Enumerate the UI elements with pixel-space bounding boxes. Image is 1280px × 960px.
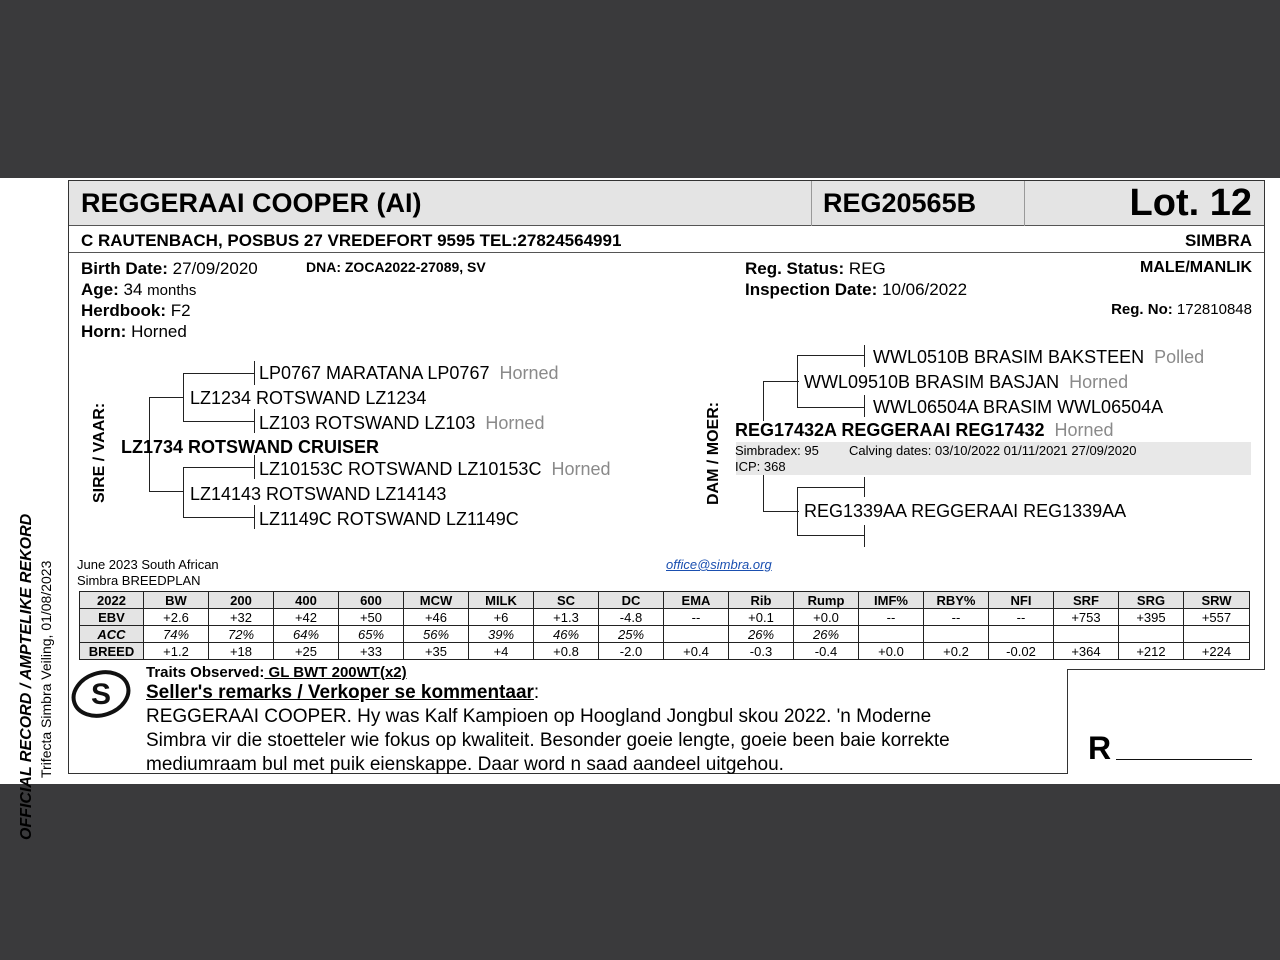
reg-status: Reg. Status: REG [745,259,886,278]
email-link[interactable]: office@simbra.org [666,557,772,572]
table-cell: 74% [144,626,209,643]
dam-sire: WWL09510B BRASIM BASJAN Horned [804,372,1129,392]
table-cell: 65% [339,626,404,643]
table-cell: +35 [404,643,469,660]
table-cell: +1.3 [534,609,599,626]
header-cell: SRW [1184,592,1250,609]
table-cell: -0.02 [989,643,1054,660]
logo-letter: S [90,678,112,711]
inspection-date: Inspection Date: 10/06/2022 [745,280,968,299]
record-sheet [0,178,1280,840]
table-cell: +1.2 [144,643,209,660]
table-cell: +0.8 [534,643,599,660]
simbradex: Simbradex: 95 [735,443,819,458]
header-cell: 200 [209,592,274,609]
table-cell: +224 [1184,643,1250,660]
table-cell: -- [924,609,989,626]
table-cell: -0.3 [729,643,794,660]
table-cell: +25 [274,643,339,660]
remarks-title: Seller's remarks / Verkoper se kommentaar: [146,682,540,703]
sire-sire-sire: LP0767 MARATANA LP0767 Horned [259,363,559,383]
sire-dam: LZ14143 ROTSWAND LZ14143 [190,484,447,504]
table-cell: -0.4 [794,643,859,660]
table-cell: +395 [1119,609,1184,626]
table-cell: +33 [339,643,404,660]
table-cell: 64% [274,626,339,643]
reg-number: Reg. No: 172810848 [1111,301,1252,318]
owner-bar [69,227,1264,253]
table-cell: -- [664,609,729,626]
header-cell: MCW [404,592,469,609]
official-record-label: OFFICIAL RECORD / AMPTELIKE REKORD [18,513,35,840]
table-cell: -4.8 [599,609,664,626]
row-label: ACC [80,626,144,643]
price-entry-line[interactable] [1116,759,1252,760]
table-cell: -- [859,609,924,626]
remarks-line3: mediumraam bul met puik eienskappe. Daar word n saad aandeel uitgehou. [146,754,784,775]
header-cell: DC [599,592,664,609]
table-cell: -2.0 [599,643,664,660]
table-cell: +42 [274,609,339,626]
header-cell: EMA [664,592,729,609]
title-bar [69,181,1264,226]
table-header-row [80,592,1250,609]
birth-date: Birth Date: 27/09/2020 [81,259,258,278]
sex-label: MALE/MANLIK [1140,259,1252,276]
table-cell: 46% [534,626,599,643]
sire-dam-dam: LZ1149C ROTSWAND LZ1149C [259,509,519,529]
sire-sire: LZ1234 ROTSWAND LZ1234 [190,388,427,408]
dam-name: REG17432A REGGERAAI REG17432 Horned [735,420,1114,440]
ebv-table [79,591,1250,660]
table-cell [1184,626,1250,643]
herdbook: Herdbook: F2 [81,301,191,320]
table-row [80,643,1250,660]
header-cell: BW [144,592,209,609]
table-cell [664,626,729,643]
header-cell: IMF% [859,592,924,609]
table-cell: +6 [469,609,534,626]
header-cell: Rump [794,592,859,609]
table-cell: +46 [404,609,469,626]
calving-dates: Calving dates: 03/10/2022 01/11/2021 27/09/2020 [849,443,1137,458]
breedplan-line2: Simbra BREEDPLAN [77,573,201,588]
table-cell: +0.2 [924,643,989,660]
simbra-logo-icon [70,666,132,722]
table-cell: 39% [469,626,534,643]
table-cell: +4 [469,643,534,660]
animal-name: REGGERAAI COOPER (AI) [81,188,422,218]
remarks-line2: Simbra vir die stoetteler wie fokus op kwaliteit. Besonder goeie lengte, goeie been baie korrekte [146,730,950,751]
row-label: EBV [80,609,144,626]
owner-details: C RAUTENBACH, POSBUS 27 VREDEFORT 9595 TEL:27824564991 [81,231,622,250]
table-cell: +0.4 [664,643,729,660]
dam-sire-dam: WWL06504A BRASIM WWL06504A [873,397,1164,417]
sire-sire-dam: LZ103 ROTSWAND LZ103 Horned [259,413,545,433]
table-cell: +557 [1184,609,1250,626]
table-cell: +32 [209,609,274,626]
table-cell: 56% [404,626,469,643]
dam-label: DAM / MOER: [705,401,722,505]
age: Age: 34 months [81,280,197,299]
sire-dam-sire: LZ10153C ROTSWAND LZ10153C Horned [259,459,611,479]
header-cell: RBY% [924,592,989,609]
header-cell: 400 [274,592,339,609]
horn-status: Horn: Horned [81,322,187,341]
sire-name: LZ1734 ROTSWAND CRUISER [121,437,380,457]
breed-label: SIMBRA [1184,231,1252,250]
table-cell: +364 [1054,643,1119,660]
table-cell: -- [989,609,1054,626]
lot-number: Lot. 12 [1129,182,1252,224]
sire-label: SIRE / VAAR: [91,402,108,503]
header-cell: SRG [1119,592,1184,609]
header-cell: 2022 [80,592,144,609]
table-cell: +2.6 [144,609,209,626]
table-cell [1119,626,1184,643]
header-cell: 600 [339,592,404,609]
price-box [1067,669,1265,774]
table-cell: +212 [1119,643,1184,660]
table-cell [1054,626,1119,643]
remarks-line1: REGGERAAI COOPER. Hy was Kalf Kampioen op Hoogland Jongbul skou 2022. 'n Moderne [146,706,932,727]
sale-label: Trifecta Simbra Veiling, 01/08/2023 [38,560,54,778]
icp-value: ICP: 368 [735,459,786,474]
reg-code: REG20565B [823,188,977,218]
table-cell [989,626,1054,643]
table-cell: 25% [599,626,664,643]
table-row [80,609,1250,626]
header-cell: MILK [469,592,534,609]
table-cell [924,626,989,643]
header-cell: NFI [989,592,1054,609]
table-row [80,626,1250,643]
table-cell: +0.0 [794,609,859,626]
table-cell: +753 [1054,609,1119,626]
header-cell: SRF [1054,592,1119,609]
table-cell: +18 [209,643,274,660]
table-cell: +0.0 [859,643,924,660]
table-cell: +0.1 [729,609,794,626]
traits-observed: Traits Observed: GL BWT 200WT(x2) [146,664,407,681]
table-cell: 26% [729,626,794,643]
dam-dam: REG1339AA REGGERAAI REG1339AA [804,501,1127,521]
table-cell [859,626,924,643]
header-cell: SC [534,592,599,609]
table-cell: 26% [794,626,859,643]
table-cell: +50 [339,609,404,626]
dna-code: DNA: ZOCA2022-27089, SV [306,259,486,275]
dam-sire-sire: WWL0510B BRASIM BAKSTEEN Polled [873,347,1205,367]
header-cell: Rib [729,592,794,609]
breedplan-line1: June 2023 South African [77,557,219,572]
table-cell: 72% [209,626,274,643]
price-label: R [1088,730,1112,766]
row-label: BREED [80,643,144,660]
